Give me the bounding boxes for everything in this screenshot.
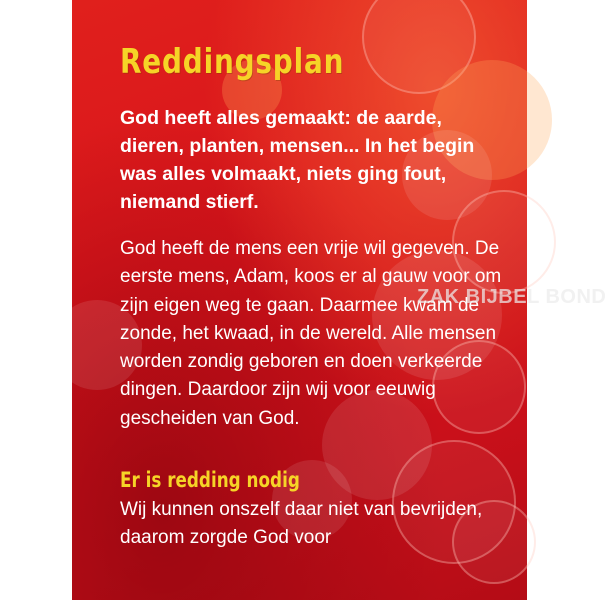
watermark: ZAK BIJBEL BOND	[417, 286, 606, 308]
page-title: Reddingsplan	[120, 42, 345, 82]
body-paragraph: God heeft de mens een vrije wil gegeven. De eerste mens, Adam, koos er al gauw voor om zijn eigen weg te gaan. Daarmee kwam de zonde, het kwaad, in de wereld. Alle mensen worden zondig geboren en doen verkeerde dingen. Daardoor zijn wij voor eeuwig gescheiden van God.	[120, 238, 502, 429]
intro-paragraph: God heeft alles gemaakt: de aarde, dieren, planten, mensen... In het begin was alles volmaakt, niets ging fout, niemand stierf.	[120, 107, 475, 213]
continuation-paragraph: Wij kunnen onszelf daar niet van bevrijden, daarom zorgde God voor	[120, 499, 483, 549]
tract-page	[72, 0, 606, 600]
bokeh-light	[362, 0, 476, 94]
section-subtitle: Er is redding nodig	[120, 468, 300, 492]
